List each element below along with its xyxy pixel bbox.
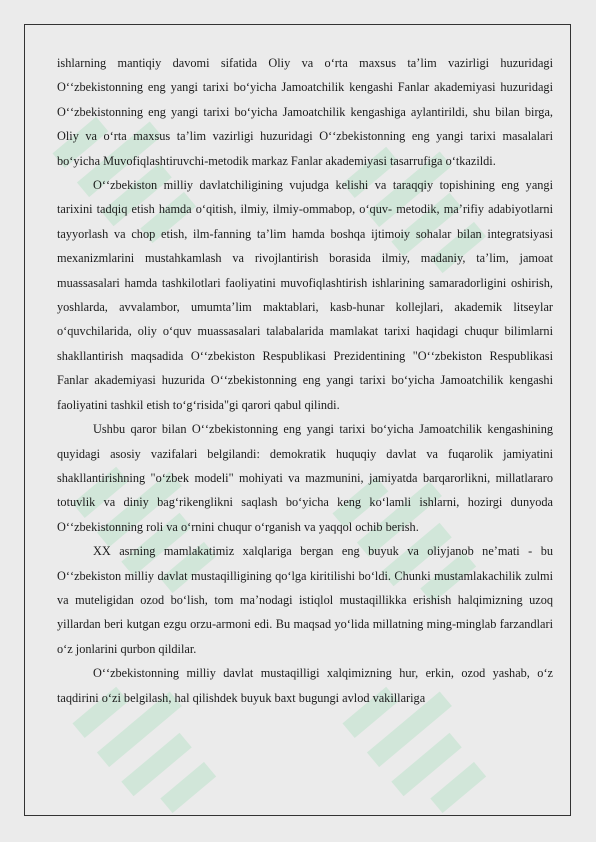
body-text	[57, 51, 553, 710]
paragraph: ishlarning mantiqiy davomi sifatida Oliy va oʻrta maxsus taʼlim vazirligi huzuridagi Oʻʻzbekistonning eng yangi tarixi boʻyicha Jamoatchilik kengashi Fanlar akademiyasi huzuridagi Oʻʻzbekistonning eng yangi tarixi boʻyicha Jamoatchilik kengashiga aylantirildi, shu bilan birga, Oliy va oʻrta maxsus taʼlim vazirligi huzuridagi Oʻʻzbekistonning eng yangi tarixi masalalari boʻyicha Muvofiqlashtiruvchi-metodik markaz Fanlar akademiyasi tasarrufiga oʻtkazildi.	[57, 56, 553, 168]
paragraph: Oʻʻzbekiston milliy davlatchiligining vujudga kelishi va taraqqiy topishining eng yangi tarixini tadqiq etish hamda oʻqitish, ilmiy, ilmiy-ommabop, oʻquv- metodik, maʼrifiy adabiyotlarni tayyorlash va chop etish, ilm-fanning taʼlim hamda boshqa ijtimoiy sohalar bilan integratsiyasi mexanizmlarini mustahkamlash va rivojlantirish borasida ilmiy, madaniy, taʼlim, jamoat muassasalari hamda tashkilotlari faoliyatini muvofiqlashtirish ishlarining samaradorligini oshirish, yoshlarda, avvalambor, umumtaʼlim maktablari, kasb-hunar kollejlari, akademik litseylar oʻquvchilarida, oliy oʻquv muassasalari talabalarida mamlakat tarixi haqidagi chuqur bilimlarni shakllantirish maqsadida Oʻʻzbekiston Respublikasi Prezidentining "Oʻʻzbekiston Respublikasi Fanlar akademiyasi huzurida Oʻʻzbekistonning eng yangi tarixi boʻyicha Jamoatchilik kengashi faoliyatini tashkil etish toʻgʻrisida"gi qarori qabul qilindi.	[57, 178, 553, 412]
paragraph: Oʻʻzbekistonning milliy davlat mustaqilligi xalqimizning hur, erkin, ozod yashab, oʻz taqdirini oʻzi belgilash, hal qilishdek buyuk baxt bugungi avlod vakillariga	[57, 666, 553, 705]
paragraph: Ushbu qaror bilan Oʻʻzbekistonning eng yangi tarixi boʻyicha Jamoatchilik kengashining quyidagi asosiy vazifalari belgilandi: demokratik huquqiy davlat va fuqarolik jamiyatini shakllantirishning "oʻzbek modeli" mohiyati va mazmunini, jamiyatda barqarorlikni, millatlararo totuvlik va diniy bagʻrikenglikni saqlash boʻyicha keng koʻlamli ishlarni, hozirgi dunyoda Oʻʻzbekistonning roli va oʻrnini chuqur oʻrganish va yaqqol ochib berish.	[57, 422, 553, 534]
paragraph: XX asrning mamlakatimiz xalqlariga bergan eng buyuk va oliyjanob neʼmati - bu Oʻʻzbekiston milliy davlat mustaqilligining qoʻlga kiritilishi boʻldi. Chunki mustamlakachilik zulmi va muteligidan ozod boʻlish, tom maʼnodagi istiqlol mustaqillikka erishish halqimizning uzoq yillardan beri kutgan ezgu orzu-armoni edi. Bu maqsad yoʻlida millatning ming-minglab farzandlari oʻz jonlarini qurbon qildilar.	[57, 544, 553, 656]
